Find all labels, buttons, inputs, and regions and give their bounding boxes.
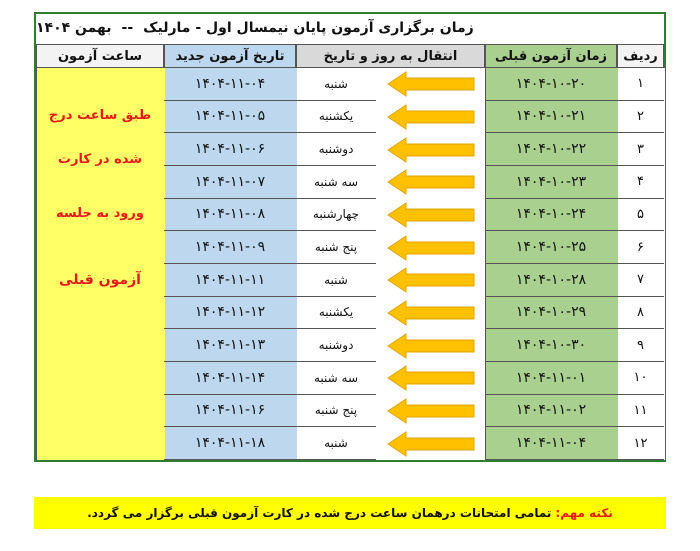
old-exam-date: ۱۴۰۴-۱۰-۳۰ [485,329,617,362]
header-radif: ردیف [617,44,664,68]
new-exam-day: دوشنبه [296,133,376,166]
row-number: ۱۰ [617,362,664,395]
new-exam-day: دوشنبه [296,329,376,362]
new-exam-day: پنج شنبه [296,231,376,264]
row-number: ۲ [617,101,664,134]
title-month: بهمن ۱۴۰۴ [36,20,112,36]
new-exam-day: شنبه [296,264,376,297]
old-exam-date: ۱۴۰۴-۱۰-۲۵ [485,231,617,264]
new-exam-date: ۱۴۰۴-۱۱-۰۹ [164,231,296,264]
left-arrow-icon [386,202,476,228]
row-number: ۹ [617,329,664,362]
header-new-date: تاریخ آزمون جدید [164,44,296,68]
new-exam-day: شنبه [296,68,376,101]
footer-note-text: تمامی امتحانات درهمان ساعت درج شده در کارت آزمون قبلی برگزار می گردد. [87,506,552,520]
left-arrow-icon [386,267,476,293]
new-exam-date: ۱۴۰۴-۱۱-۱۲ [164,297,296,330]
new-exam-day: سه شنبه [296,362,376,395]
row-number: ۷ [617,264,664,297]
header-move: انتقال به روز و تاریخ [296,44,485,68]
header-time: ساعت آزمون [36,44,164,68]
left-arrow-icon [386,169,476,195]
row-number: ۸ [617,297,664,330]
old-exam-date: ۱۴۰۴-۱۰-۲۴ [485,199,617,232]
footer-note-lead: نکته مهم: [555,506,613,520]
row-number: ۱ [617,68,664,101]
old-exam-date: ۱۴۰۴-۱۰-۲۲ [485,133,617,166]
left-arrow-icon [386,104,476,130]
row-number: ۱۲ [617,427,664,460]
new-exam-day: یکشنبه [296,101,376,134]
title-separator: -- [121,20,134,36]
time-note-line-2: شده در کارت [57,152,143,167]
left-arrow-icon [386,431,476,457]
column-time [36,68,165,460]
new-exam-day: پنج شنبه [296,395,376,428]
old-exam-date: ۱۴۰۴-۱۱-۰۱ [485,362,617,395]
time-note-line-3: ورود به جلسه [56,206,144,221]
row-number: ۳ [617,133,664,166]
row-number: ۴ [617,166,664,199]
new-exam-date: ۱۴۰۴-۱۱-۱۱ [164,264,296,297]
new-exam-day: چهارشنبه [296,199,376,232]
new-exam-day: یکشنبه [296,297,376,330]
title-main: زمان برگزاری آزمون پایان نیمسال اول - مارلیک [143,20,474,36]
left-arrow-icon [386,333,476,359]
left-arrow-icon [386,300,476,326]
new-exam-day: سه شنبه [296,166,376,199]
new-exam-date: ۱۴۰۴-۱۱-۰۸ [164,199,296,232]
new-exam-date: ۱۴۰۴-۱۱-۱۶ [164,395,296,428]
left-arrow-icon [386,71,476,97]
old-exam-date: ۱۴۰۴-۱۰-۲۸ [485,264,617,297]
left-arrow-icon [386,235,476,261]
time-note-line-4: آزمون قبلی [59,272,141,288]
page-title [36,14,664,42]
footer-note [34,497,666,529]
left-arrow-icon [386,137,476,163]
new-exam-date: ۱۴۰۴-۱۱-۰۴ [164,68,296,101]
left-arrow-icon [386,398,476,424]
new-exam-date: ۱۴۰۴-۱۱-۰۶ [164,133,296,166]
old-exam-date: ۱۴۰۴-۱۱-۰۲ [485,395,617,428]
new-exam-date: ۱۴۰۴-۱۱-۰۷ [164,166,296,199]
new-exam-day: شنبه [296,427,376,460]
old-exam-date: ۱۴۰۴-۱۰-۲۳ [485,166,617,199]
new-exam-date: ۱۴۰۴-۱۱-۱۴ [164,362,296,395]
time-note-line-1: طبق ساعت درج [48,108,152,123]
new-exam-date: ۱۴۰۴-۱۱-۱۳ [164,329,296,362]
row-number: ۶ [617,231,664,264]
old-exam-date: ۱۴۰۴-۱۰-۲۰ [485,68,617,101]
new-exam-date: ۱۴۰۴-۱۱-۱۸ [164,427,296,460]
row-number: ۱۱ [617,395,664,428]
old-exam-date: ۱۴۰۴-۱۰-۲۹ [485,297,617,330]
left-arrow-icon [386,365,476,391]
header-old-date: زمان آزمون قبلی [485,44,617,68]
row-number: ۵ [617,199,664,232]
old-exam-date: ۱۴۰۴-۱۰-۲۱ [485,101,617,134]
old-exam-date: ۱۴۰۴-۱۱-۰۴ [485,427,617,460]
new-exam-date: ۱۴۰۴-۱۱-۰۵ [164,101,296,134]
